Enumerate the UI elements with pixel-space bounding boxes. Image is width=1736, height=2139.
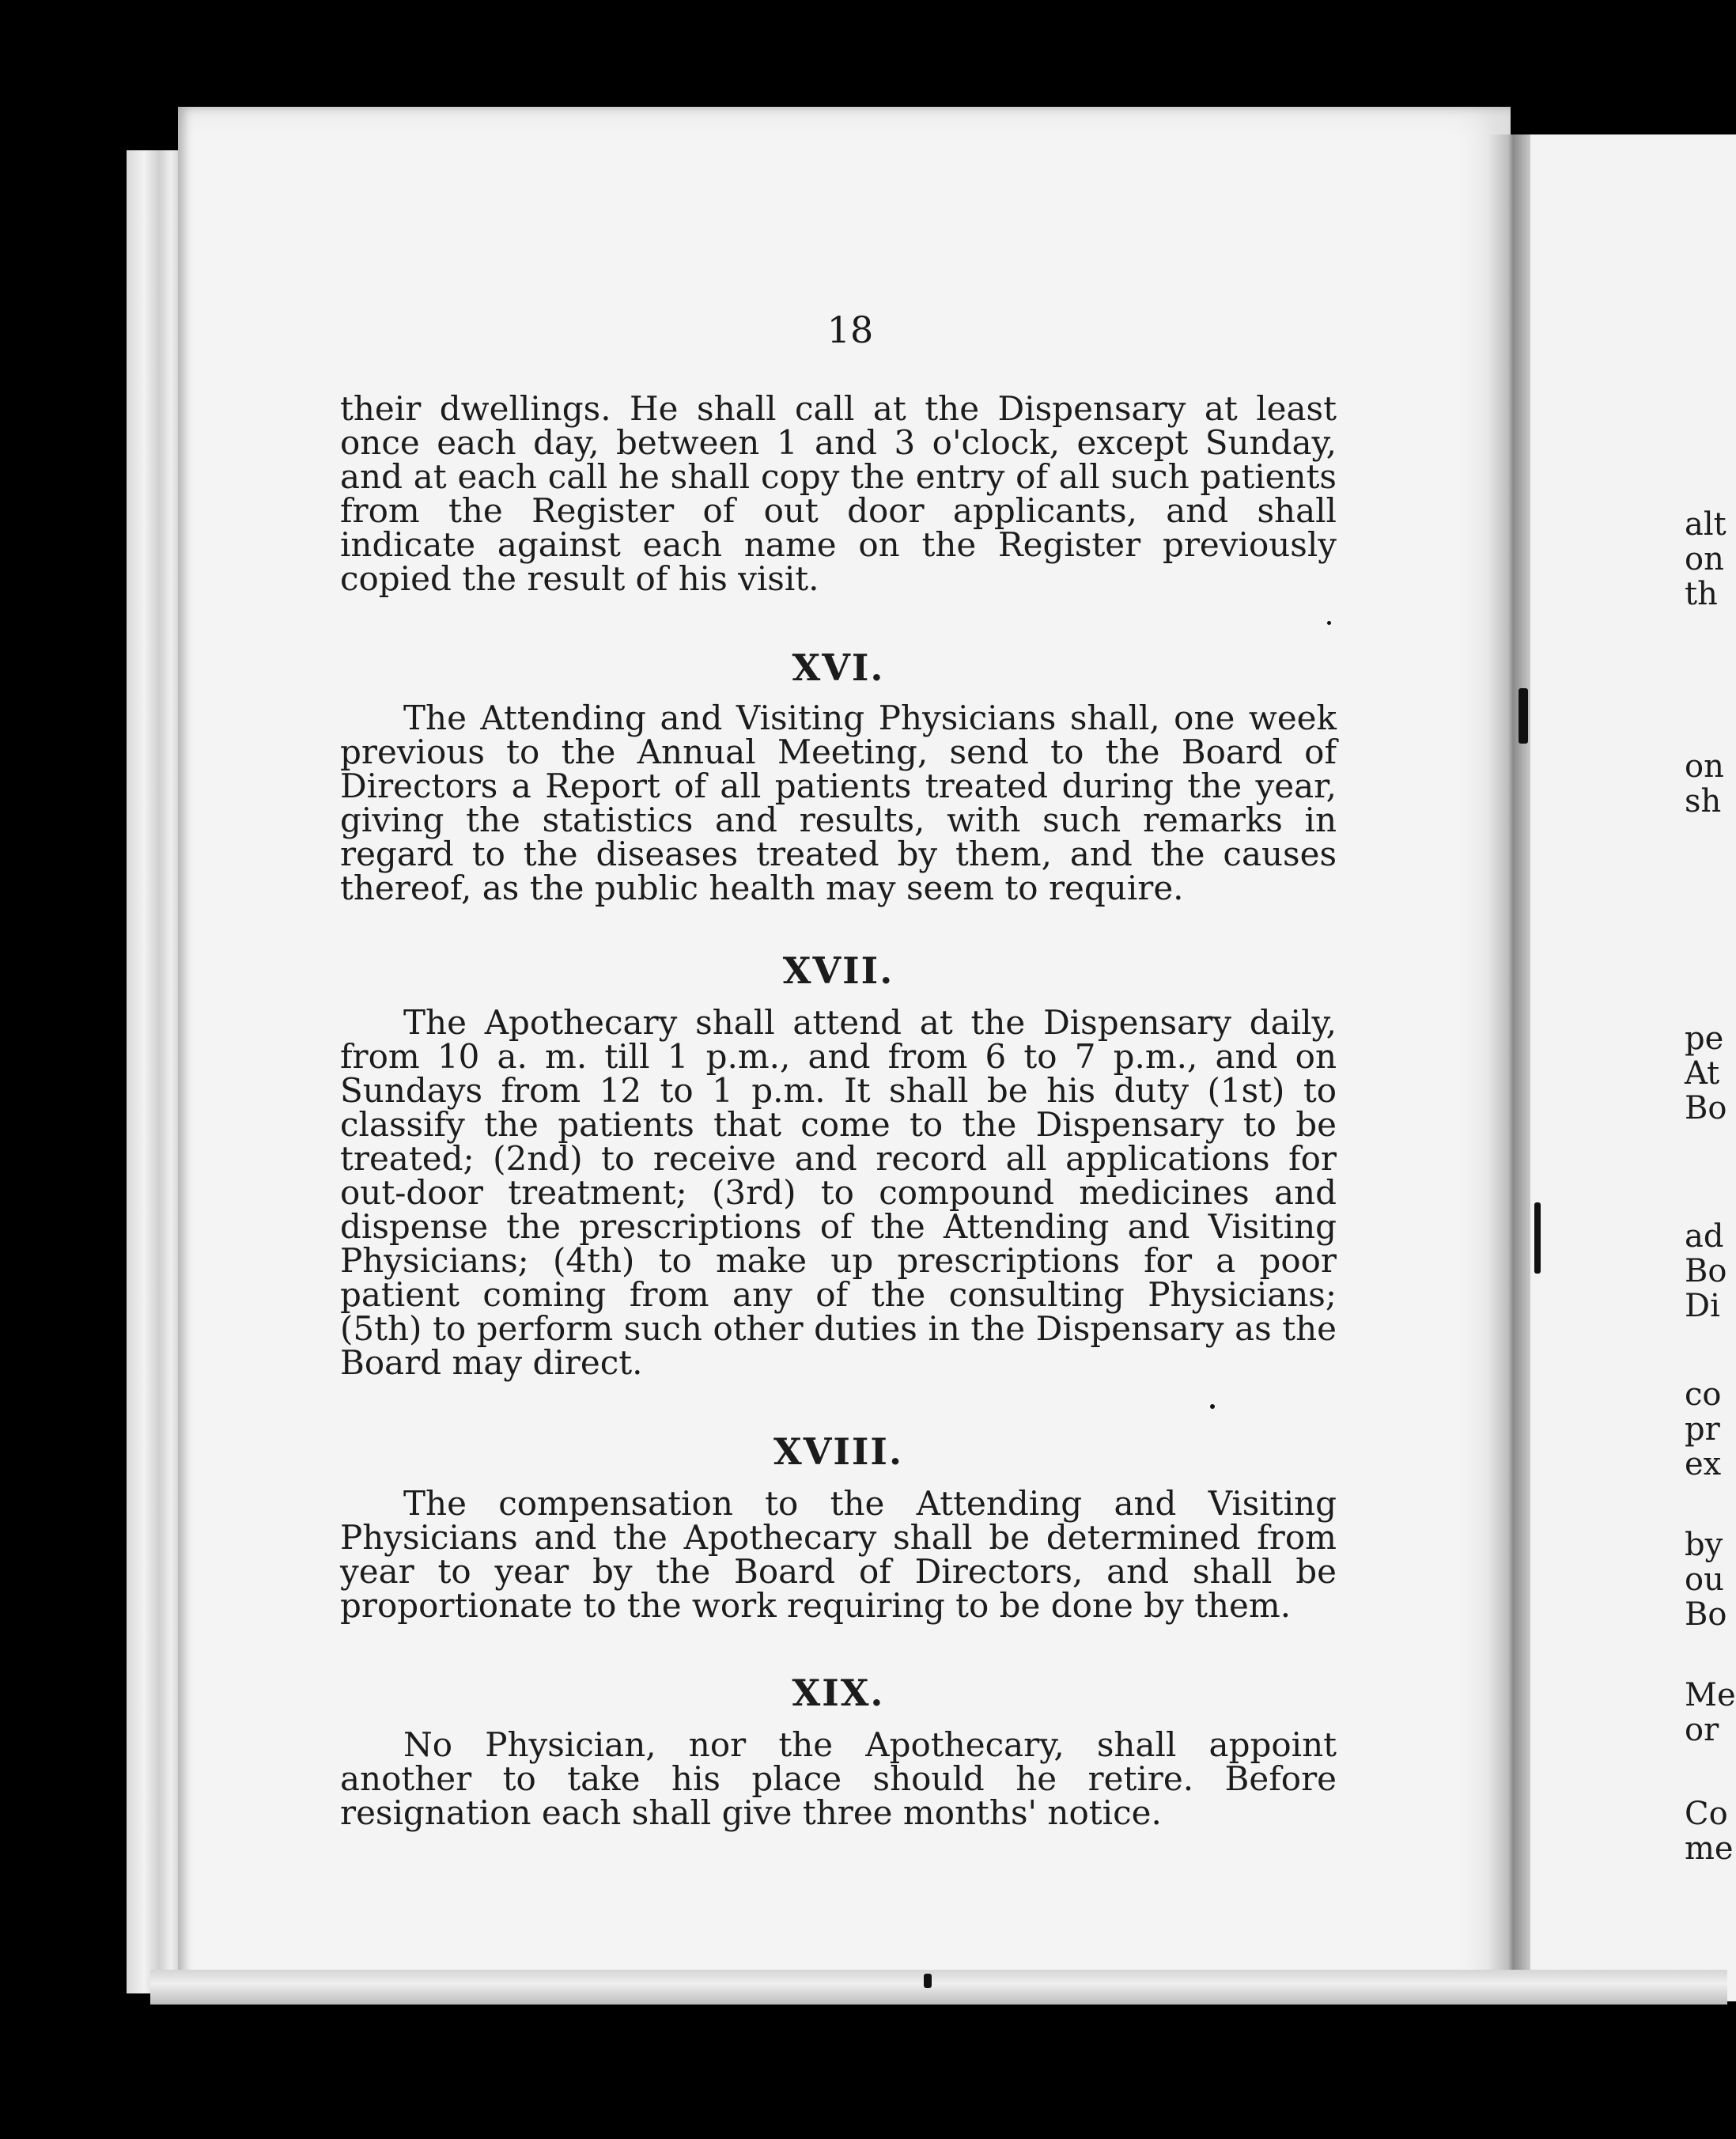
facing-fragment: Bo [1685,1596,1727,1633]
intro-paragraph: their dwellings. He shall call at the Dispensary at least once each day, between 1 and 3 o'clock, except Sunday, and at each call he shall copy the entry of all such patients from the Register of out door applicants, and shall indicate against each name on the Register previously copied the result of his visit. [340,389,1337,598]
book-gutter [1487,134,1534,2001]
facing-fragment: Co [1685,1796,1728,1832]
facing-fragment: Bo [1685,1090,1727,1126]
facing-fragment: Me [1685,1677,1736,1713]
facing-fragment: by [1685,1527,1723,1563]
section-heading-xix: XIX. [792,1671,885,1714]
page-body [340,389,1337,1832]
section-body-xix: No Physician, nor the Apothecary, shall appoint another to take his place should he retire. Before resignation each shall give three months' notice. [340,1725,1337,1832]
section-heading-xviii: XVIII. [773,1430,903,1473]
facing-fragment: on [1685,541,1724,577]
section-body-xvi: The Attending and Visiting Physicians shall, one week previous to the Annual Meeting, send to the Board of Directors a Report of all patients treated during the year, giving the statistics and results, with such remarks in regard to the diseases treated by them, and the causes thereof, as the public health may seem to require. [340,698,1337,907]
ink-speck [1519,688,1528,744]
facing-fragment: ad [1685,1218,1724,1255]
facing-fragment: Di [1685,1288,1720,1324]
ink-speck [1534,1202,1541,1274]
section-body-xviii: The compensation to the Attending and Visiting Physicians and the Apothecary shall be determined from year to year by the Board of Directors, and shall be proportionate to the work requiring to be done by them. [340,1484,1337,1625]
facing-fragment: ex [1685,1446,1722,1482]
facing-fragment: on [1685,748,1724,785]
page-number: 18 [826,309,874,351]
section-heading-xvi: XVI. [792,646,885,689]
facing-fragment: me [1685,1830,1734,1867]
facing-fragment: th [1685,576,1718,612]
facing-fragment: ou [1685,1562,1724,1598]
section-heading-xvii: XVII. [782,949,894,992]
facing-page-fragments [1685,0,1736,2139]
section-body-xvii: The Apothecary shall attend at the Dispensary daily, from 10 a. m. till 1 p.m., and from 6 to 7 p.m., and on Sundays from 12 to 1 p.m. It shall be his duty (1st) to classify the patients that come to the Dispensary to be treated; (2nd) to receive and record all applications for out-door treatment; (3rd) to compound medicines and dispense the prescriptions of the Attending and Visiting Physicians; (4th) to make up prescriptions for a poor patient coming from any of the consulting Physicians; (5th) to perform such other duties in the Dispensary as the Board may direct. [340,1003,1337,1382]
facing-fragment: At [1685,1055,1720,1092]
bottom-page-edge [150,1970,1727,2005]
ink-speck [924,1974,932,1988]
facing-fragment: alt [1685,506,1727,543]
facing-fragment: Bo [1685,1253,1727,1289]
facing-fragment: or [1685,1712,1719,1748]
page-edge-stack [127,150,186,1993]
facing-fragment: sh [1685,783,1722,820]
facing-fragment: pr [1685,1411,1720,1448]
facing-fragment: co [1685,1376,1722,1413]
facing-fragment: pe [1685,1020,1724,1057]
